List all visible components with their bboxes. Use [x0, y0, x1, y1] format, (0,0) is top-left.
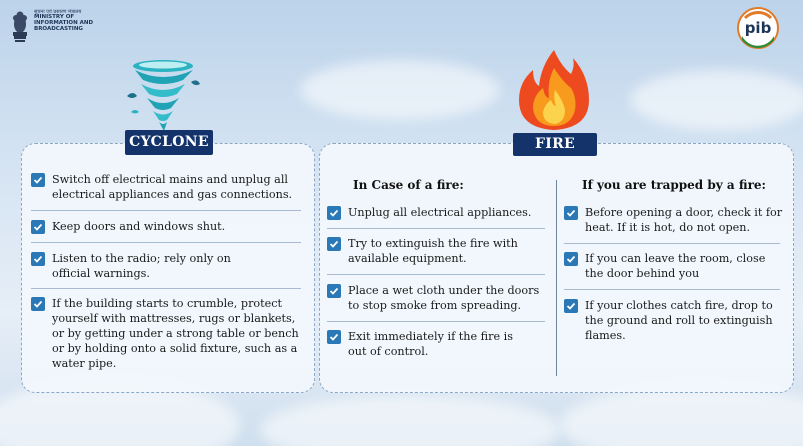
- checkbox-icon: [564, 206, 578, 220]
- ministry-line: BROADCASTING: [34, 25, 83, 32]
- divider: [564, 289, 780, 290]
- fire-tip: [564, 205, 786, 235]
- fire-tip: [564, 298, 786, 343]
- cyclone-icon: [123, 56, 203, 134]
- cyclone-tip: [31, 296, 309, 371]
- pib-logo-text: pib: [744, 19, 772, 37]
- fire-tip-text: If you can leave the room, close the door behind you: [585, 252, 766, 280]
- national-emblem-icon: [10, 10, 30, 44]
- checkbox-icon: [31, 220, 45, 234]
- cyclone-tip-text: If the building starts to crumble, protect yourself with mattresses, rugs or blankets, or by getting under a strong table or bench or by holding onto a solid fixture, such as a water pipe.: [52, 297, 299, 370]
- cyclone-tip-text: Listen to the radio; rely only on official warnings.: [52, 252, 231, 280]
- pib-logo: [733, 6, 783, 50]
- fire-tip: [327, 283, 549, 313]
- trapped-heading: If you are trapped by a fire:: [582, 178, 766, 192]
- fire-tip: [327, 236, 549, 266]
- cyclone-tip-text: Keep doors and windows shut.: [52, 220, 226, 233]
- checkbox-icon: [31, 173, 45, 187]
- fire-tip: [327, 329, 549, 359]
- divider: [327, 228, 545, 229]
- fire-title: FIRE: [513, 133, 597, 156]
- divider: [327, 274, 545, 275]
- divider: [31, 210, 301, 211]
- in-case-heading: In Case of a fire:: [353, 178, 464, 192]
- fire-tip-text: If your clothes catch fire, drop to the ground and roll to extinguish flames.: [585, 299, 773, 342]
- checkbox-icon: [31, 252, 45, 266]
- cloud-decoration: [300, 60, 500, 120]
- checkbox-icon: [327, 284, 341, 298]
- column-divider: [556, 180, 557, 376]
- ministry-hindi-text: सूचना एवं प्रसारण मंत्रालय: [34, 9, 82, 15]
- checkbox-icon: [327, 330, 341, 344]
- ministry-line: MINISTRY OF: [34, 14, 75, 21]
- checkbox-icon: [327, 206, 341, 220]
- fire-tip: [564, 251, 786, 281]
- cyclone-tip-text: Switch off electrical mains and unplug all electrical appliances and gas connections.: [52, 173, 293, 201]
- fire-tip-text: Unplug all electrical appliances.: [348, 206, 532, 219]
- ministry-line: INFORMATION AND: [34, 20, 94, 27]
- checkbox-icon: [31, 297, 45, 311]
- divider: [31, 242, 301, 243]
- checkbox-icon: [564, 252, 578, 266]
- fire-icon: [515, 48, 593, 132]
- cloud-decoration: [260, 395, 560, 446]
- fire-tip: [327, 205, 549, 220]
- divider: [31, 288, 301, 289]
- ministry-branding: [10, 10, 93, 44]
- checkbox-icon: [564, 299, 578, 313]
- cyclone-title: CYCLONE: [125, 130, 213, 155]
- checkbox-icon: [327, 237, 341, 251]
- fire-tip-text: Exit immediately if the fire is out of control.: [348, 330, 513, 358]
- divider: [327, 321, 545, 322]
- cloud-decoration: [560, 385, 803, 446]
- cyclone-tip: [31, 219, 307, 234]
- fire-tip-text: Before opening a door, check it for heat. If it is hot, do not open.: [585, 206, 783, 234]
- fire-tip-text: Try to extinguish the fire with available equipment.: [348, 237, 518, 265]
- divider: [564, 243, 780, 244]
- cyclone-tip: [31, 172, 307, 202]
- fire-tip-text: Place a wet cloth under the doors to stop smoke from spreading.: [348, 284, 540, 312]
- cyclone-tip: [31, 251, 307, 281]
- cloud-decoration: [630, 70, 803, 130]
